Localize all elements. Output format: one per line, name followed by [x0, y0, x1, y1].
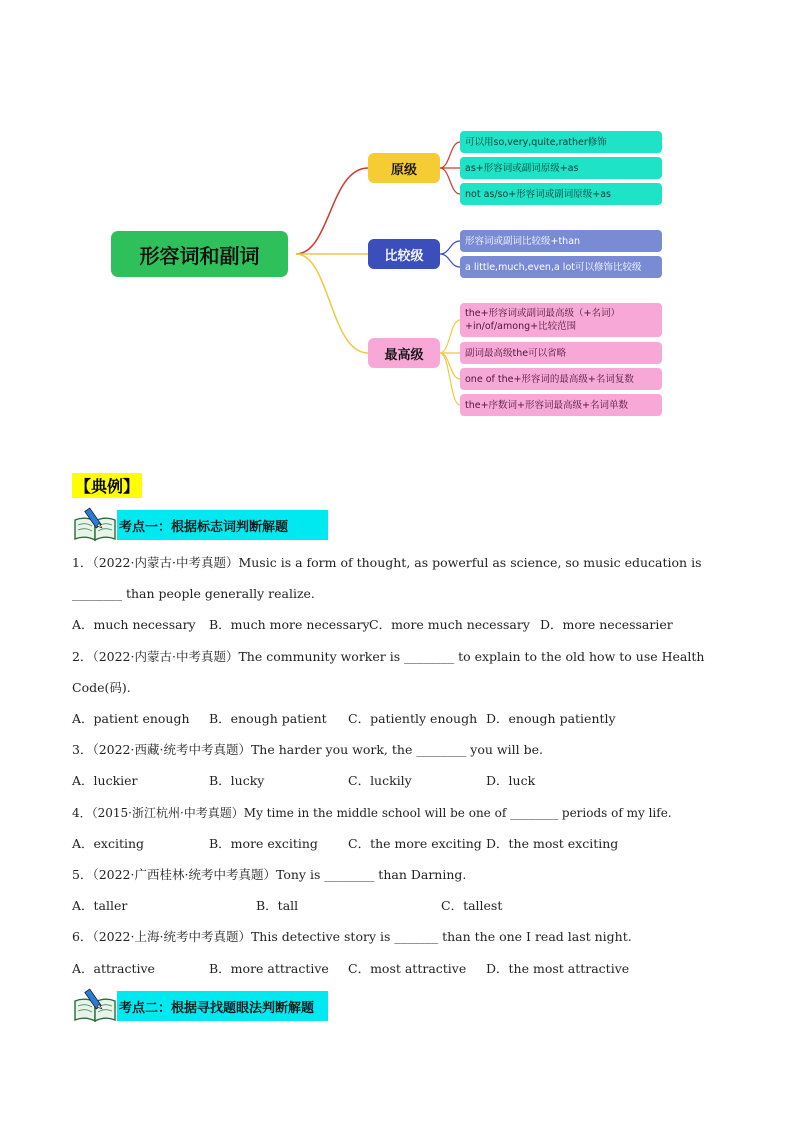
q1-option-c: C．more much necessary	[369, 617, 530, 632]
mindmap-connectors	[0, 0, 794, 440]
book-pencil-icon	[73, 506, 117, 542]
leaf-comparative-1: 形容词或副词比较级+than	[460, 230, 662, 252]
branch-comparative: 比较级	[368, 239, 440, 269]
q5-stem: 5．（2022·广西桂林·统考中考真题）Tony is ________ than Darning.	[72, 867, 467, 882]
section-tag: 【典例】	[72, 473, 142, 498]
q4-option-c: C．the more exciting	[348, 836, 482, 851]
q3-option-a: A．luckier	[72, 773, 138, 788]
q1-option-d: D．more necessarier	[540, 617, 673, 632]
branch-positive: 原级	[368, 153, 440, 183]
mindmap-root: 形容词和副词	[111, 231, 288, 277]
q4-option-d: D．the most exciting	[486, 836, 619, 851]
q6-option-d: D．the most attractive	[486, 961, 630, 976]
q3-option-c: C．luckily	[348, 773, 412, 788]
leaf-comparative-2: a little,much,even,a lot可以修饰比较级	[460, 256, 662, 278]
q2-stem: 2．（2022·内蒙古·中考真题）The community worker is ________ to explain to the old how to use Health	[72, 649, 705, 664]
book-pencil-icon	[73, 987, 117, 1023]
q6-option-c: C．most attractive	[348, 961, 467, 976]
q5-option-c: C．tallest	[441, 898, 503, 913]
q2-stem-cont: Code(码).	[72, 680, 131, 695]
q4-option-a: A．exciting	[72, 836, 145, 851]
leaf-superlative-1	[460, 303, 662, 337]
branch-superlative: 最高级	[368, 338, 440, 368]
q5-option-b: B．tall	[256, 898, 299, 913]
kaodian-2-label: 考点二：根据寻找题眼法判断解题	[117, 991, 328, 1021]
q2-option-b: B．enough patient	[209, 711, 327, 726]
q3-option-b: B．lucky	[209, 773, 265, 788]
leaf-superlative-1-line2: +in/of/among+比较范围	[465, 321, 577, 332]
q2-option-a: A．patient enough	[72, 711, 190, 726]
q2-option-d: D．enough patiently	[486, 711, 616, 726]
q6-option-a: A．attractive	[72, 961, 155, 976]
q3-stem: 3．（2022·西藏·统考中考真题）The harder you work, the ________ you will be.	[72, 742, 543, 757]
q5-option-a: A．taller	[72, 898, 128, 913]
leaf-positive-1: 可以用so,very,quite,rather修饰	[460, 131, 662, 153]
leaf-positive-3: not as/so+形容词或副词原级+as	[460, 183, 662, 205]
q4-stem: 4．（2015·浙江杭州·中考真题）My time in the middle school will be one of ________ periods of my life.	[72, 806, 672, 820]
q4-option-b: B．more exciting	[209, 836, 318, 851]
q1-option-a: A．much necessary	[72, 617, 196, 632]
kaodian-1-label: 考点一：根据标志词判断解题	[117, 510, 328, 540]
q2-option-c: C．patiently enough	[348, 711, 478, 726]
leaf-superlative-2: 副词最高级the可以省略	[460, 342, 662, 364]
q3-option-d: D．luck	[486, 773, 536, 788]
q6-option-b: B．more attractive	[209, 961, 329, 976]
q1-stem: 1．（2022·内蒙古·中考真题）Music is a form of thought, as powerful as science, so music education is	[72, 555, 702, 570]
kaodian-1-banner	[73, 506, 328, 542]
leaf-superlative-4: the+序数词+形容词最高级+名词单数	[460, 394, 662, 416]
leaf-superlative-3: one of the+形容词的最高级+名词复数	[460, 368, 662, 390]
leaf-positive-2: as+形容词或副词原级+as	[460, 157, 662, 179]
kaodian-2-banner	[73, 987, 328, 1023]
q1-stem-cont: ________ than people generally realize.	[72, 586, 315, 601]
q1-option-b: B．much more necessary	[209, 617, 370, 632]
leaf-superlative-1-line1: the+形容词或副词最高级（+名词）	[465, 308, 621, 319]
q6-stem: 6．（2022·上海·统考中考真题）This detective story is _______ than the one I read last night.	[72, 929, 632, 944]
